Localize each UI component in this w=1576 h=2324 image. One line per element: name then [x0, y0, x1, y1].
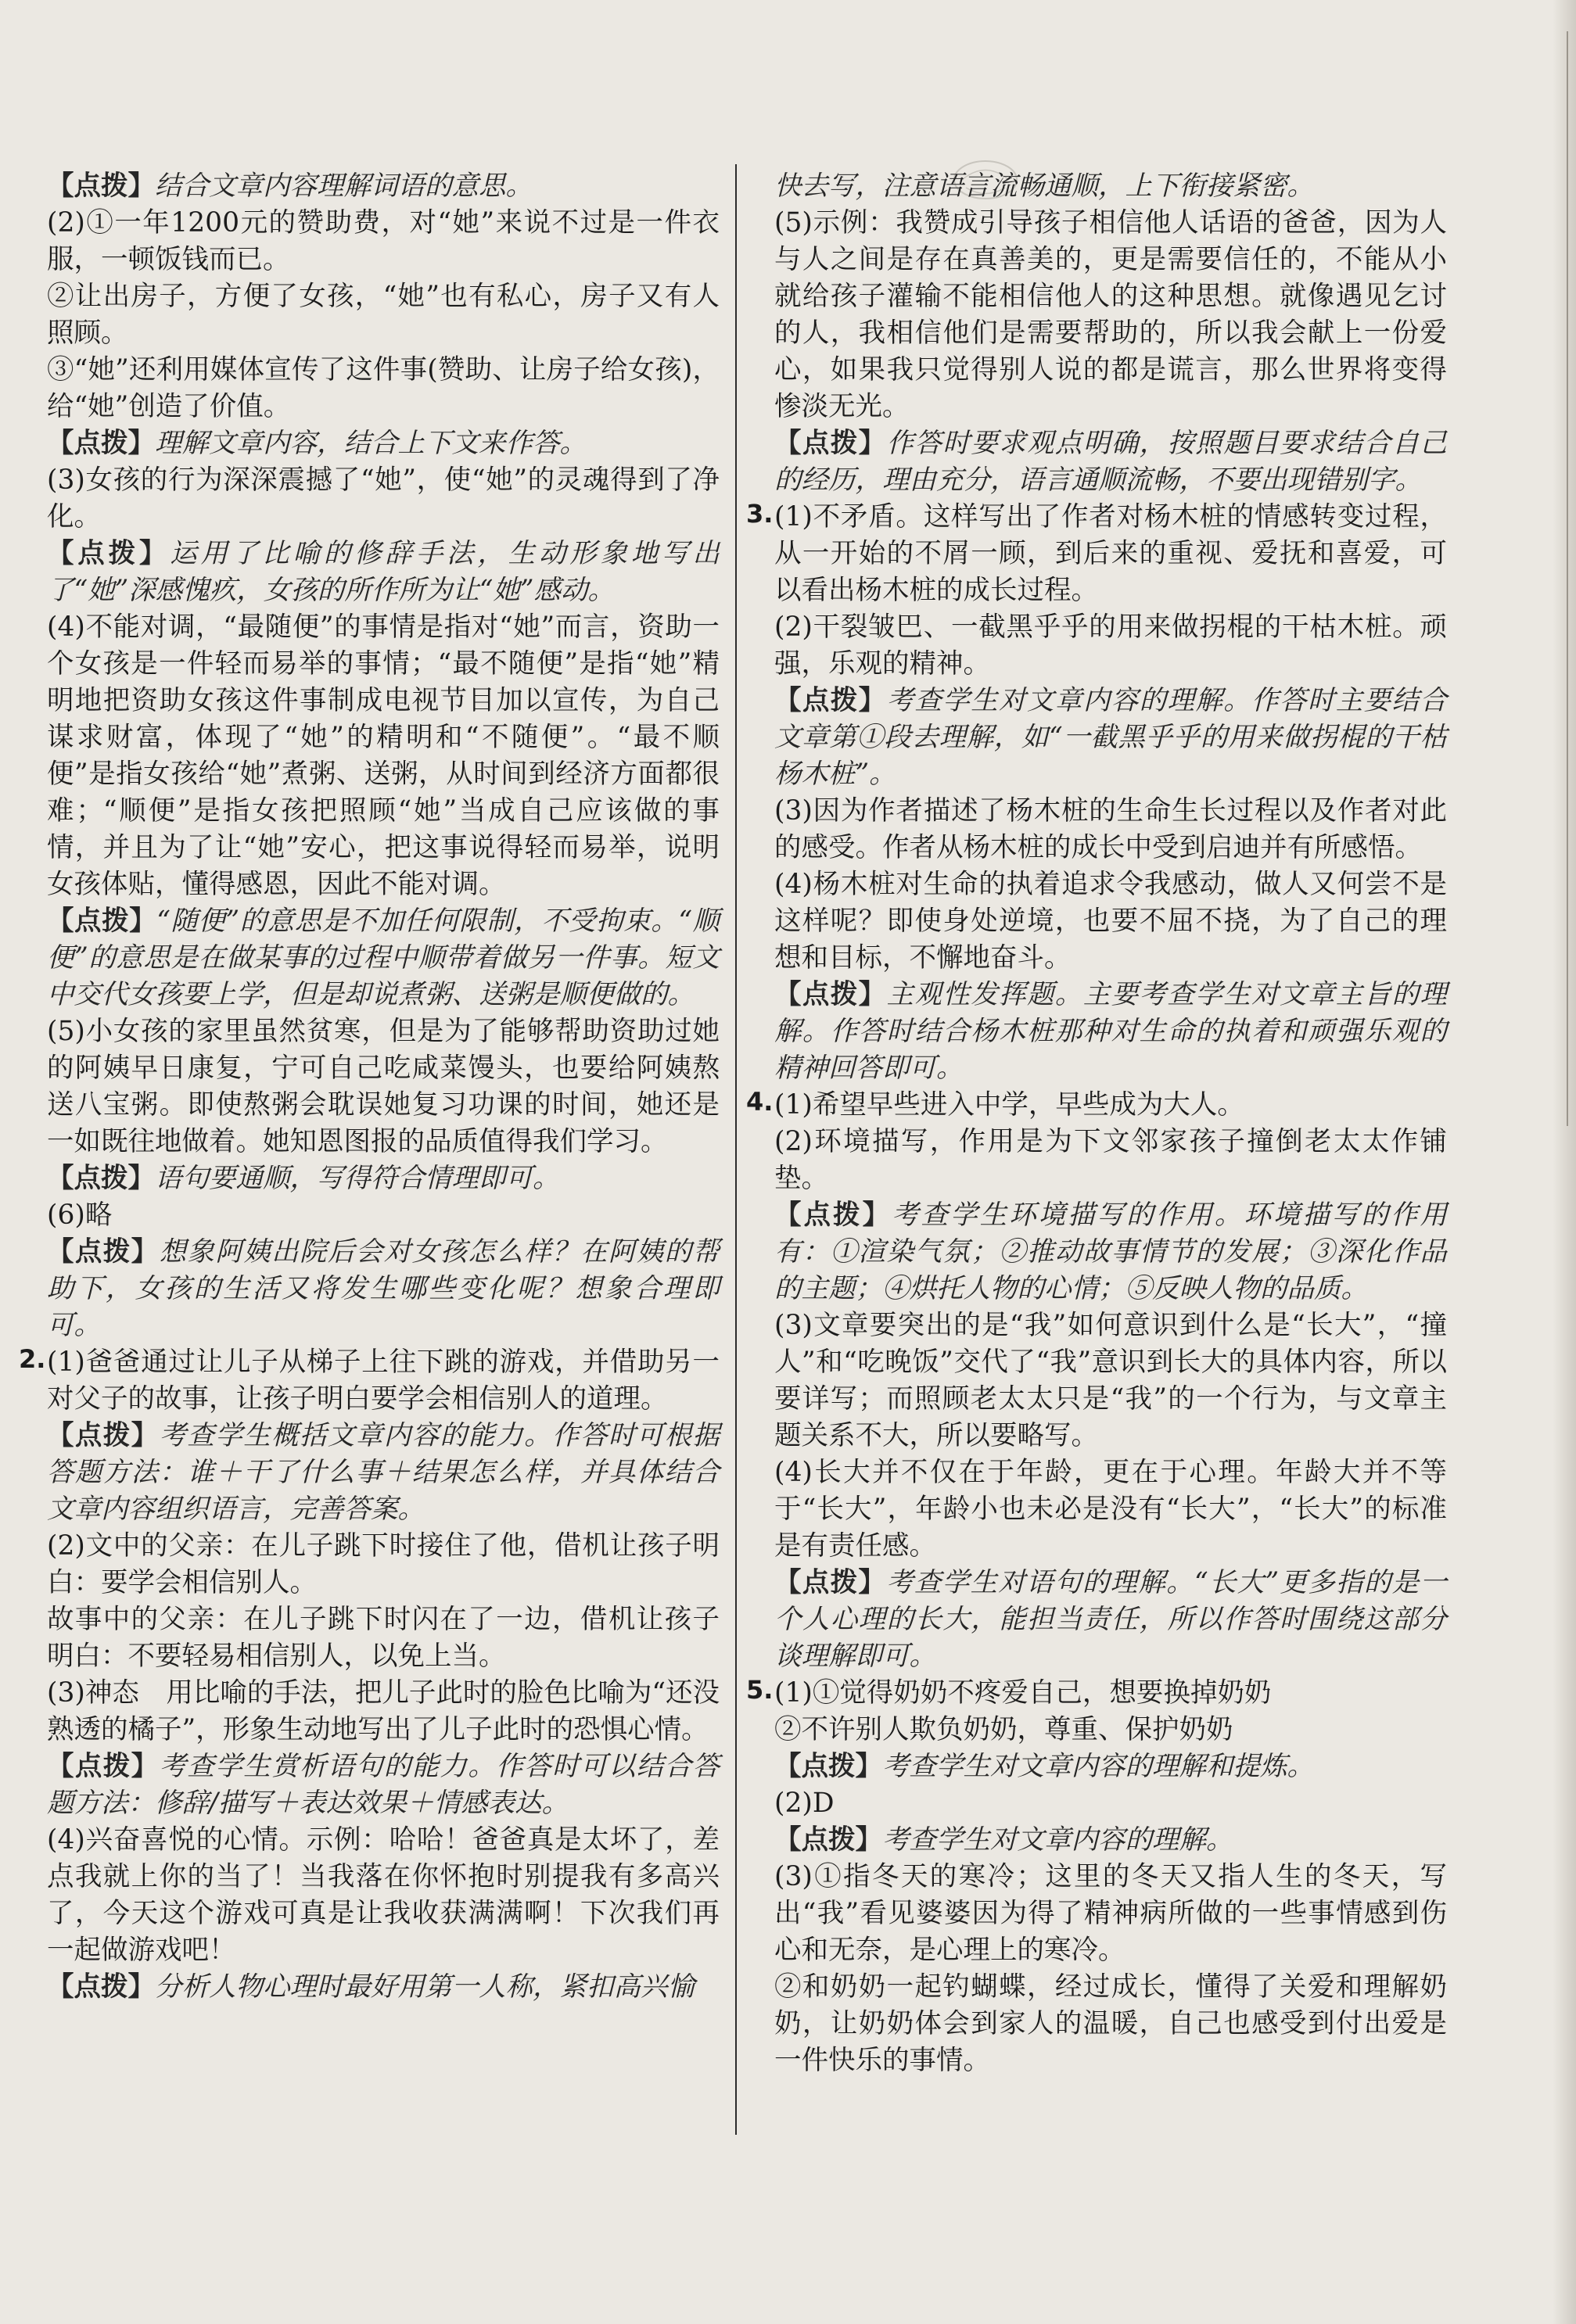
answer-text: [774, 609, 1447, 683]
answer-text: [47, 205, 720, 278]
answer-text: [47, 1013, 720, 1160]
hint-block: [47, 903, 720, 1013]
answer-block: [47, 352, 720, 425]
answer-block: [47, 1013, 720, 1160]
hint-block: [47, 1418, 720, 1528]
hint-text: [47, 425, 720, 462]
answer-block: [47, 1822, 720, 1969]
answer-block: [774, 1969, 1447, 2079]
body-text: ③“她”还利用媒体宣传了这件事(赞助、让房子给女孩)，给“她”创造了价值。: [47, 354, 720, 422]
hint-tag: 【点拨】: [47, 538, 171, 569]
body-text: 作答时要求观点明确，按照题目要求结合自己的经历，理由充分，语言通顺流畅，不要出现错别字。: [774, 428, 1448, 496]
answer-text: [774, 1124, 1447, 1197]
body-text: “随便”的意思是不加任何限制，不受拘束。“顺便”的意思是在做某事的过程中顺带着做另一件事。短文中交代女孩要上学，但是却说煮粥、送粥是顺便做的。: [47, 906, 720, 1010]
hint-block: [47, 1160, 720, 1197]
body-text: (4)不能对调，“最随便”的事情是指对“她”而言，资助一个女孩是一件轻而易举的事情；“最不随便”是指“她”精明地把资助女孩这件事制成电视节目加以宣传，为自己谋求财富，体现了“她”的精明和“不随便”。“最不顺便”是指女孩给“她”煮粥、送粥，从时间到经济方面都很难；“顺便”是指女孩把照顾“她”当成自己应该做的事情，并且为了让“她”安心，把这事说得轻而易举，说明女孩体贴，懂得感恩，因此不能对调。: [47, 611, 720, 900]
body-text: (2)D: [774, 1788, 835, 1819]
answer-text: [47, 1344, 720, 1418]
hint-text: [47, 1234, 720, 1344]
hint-text: [774, 168, 1447, 205]
answer-text: [774, 499, 1447, 609]
hint-tag: 【点拨】: [774, 1567, 887, 1598]
hint-block: [47, 1969, 720, 2006]
body-text: (2)干裂皱巴、一截黑乎乎的用来做拐棍的干枯木桩。顽强，乐观的精神。: [774, 611, 1447, 680]
answer-block: [774, 1124, 1447, 1197]
hint-text: [774, 1748, 1447, 1785]
body-text: 语句要通顺，写得符合情理即可。: [155, 1163, 560, 1194]
body-text: (1)①觉得奶奶不疼爱自己，想要换掉奶奶: [774, 1677, 1272, 1709]
body-text: 快去写，注意语言流畅通顺，上下衔接紧密。: [774, 170, 1314, 202]
body-text: (3)①指冬天的寒冷；这里的冬天又指人生的冬天，写出“我”看见婆婆因为得了精神病所做的一些事情感到伤心和无奈，是心理上的寒冷。: [774, 1861, 1447, 1966]
hint-text: [47, 903, 720, 1013]
answer-text: [774, 1785, 1447, 1822]
answer-block: [774, 1307, 1447, 1454]
hint-text: [774, 1565, 1447, 1675]
hint-text: [774, 425, 1447, 499]
hint-tag: 【点拨】: [47, 1236, 160, 1268]
question-number: 4.: [746, 1087, 774, 1117]
body-text: (3)文章要突出的是“我”如何意识到什么是“长大”，“撞人”和“吃晚饭”交代了“我”意识到长大的具体内容，所以要详写；而照顾老太太只是“我”的一个行为，与文章主题关系不大，所以要略写。: [774, 1310, 1447, 1451]
answer-text: [47, 1601, 720, 1675]
hint-tag: 【点拨】: [774, 1751, 882, 1782]
body-text: (1)不矛盾。这样写出了作者对杨木桩的情感转变过程，从一开始的不屑一顾，到后来的重视、爱抚和喜爱，可以看出杨木桩的成长过程。: [774, 501, 1447, 606]
hint-tag: 【点拨】: [47, 1420, 160, 1451]
answer-block: [746, 1675, 1447, 1712]
question-number: 3.: [746, 499, 774, 529]
hint-text: [47, 1160, 720, 1197]
hint-tag: 【点拨】: [47, 1163, 155, 1194]
body-text: 故事中的父亲：在儿子跳下时闪在了一边，借机让孩子明白：不要轻易相信别人，以免上当。: [47, 1604, 720, 1672]
question-number: 5.: [746, 1675, 774, 1705]
answer-text: [47, 462, 720, 536]
hint-tag: 【点拨】: [47, 1751, 160, 1782]
body-text: 考查学生对文章内容的理解。: [882, 1824, 1233, 1856]
body-text: 理解文章内容，结合上下文来作答。: [155, 428, 587, 459]
hint-text: [47, 1418, 720, 1528]
answer-block: [47, 462, 720, 536]
hint-block: [774, 1565, 1447, 1675]
column-divider: [735, 164, 737, 2135]
hint-text: [774, 977, 1447, 1087]
hint-block: [47, 1748, 720, 1822]
answer-block: [47, 1675, 720, 1748]
hint-tag: 【点拨】: [774, 685, 887, 716]
body-text: (5)示例：我赞成引导孩子相信他人话语的爸爸，因为人与人之间是存在真善美的，更是需要信任的，不能从小就给孩子灌输不能相信他人的这种思想。就像遇见乞讨的人，我相信他们是需要帮助的，所以我会献上一份爱心，如果我只觉得别人说的都是谎言，那么世界将变得惨淡无光。: [774, 207, 1447, 422]
hint-tag: 【点拨】: [47, 170, 155, 202]
answer-block: [774, 1859, 1447, 1969]
answer-text: [47, 1822, 720, 1969]
hint-block: [774, 1822, 1447, 1859]
answer-block: [774, 1712, 1447, 1748]
hint-block: [774, 683, 1447, 793]
answer-block: [47, 1528, 720, 1601]
body-text: 主观性发挥题。主要考查学生对文章主旨的理解。作答时结合杨木桩那种对生命的执着和顽强乐观的精神回答即可。: [774, 979, 1448, 1084]
body-text: (2)环境描写，作用是为下文邻家孩子撞倒老太太作铺垫。: [774, 1126, 1447, 1194]
body-text: 考查学生对文章内容的理解。作答时主要结合文章第①段去理解，如“一截黑乎乎的用来做拐棍的干枯杨木桩”。: [774, 685, 1448, 790]
body-text: (1)希望早些进入中学，早些成为大人。: [774, 1089, 1244, 1121]
body-text: 考查学生赏析语句的能力。作答时可以结合答题方法：修辞/描写＋表达效果＋情感表达。: [47, 1751, 720, 1819]
answer-text: [774, 1969, 1447, 2079]
body-text: (6)略: [47, 1200, 113, 1231]
body-text: (1)爸爸通过让儿子从梯子上往下跳的游戏，并借助另一对父子的故事，让孩子明白要学会相信别人的道理。: [47, 1347, 720, 1415]
body-text: (4)杨木桩对生命的执着追求令我感动，做人又何尝不是这样呢？即使身处逆境，也要不屈不挠，为了自己的理想和目标，不懈地奋斗。: [774, 869, 1447, 974]
hint-block: [774, 425, 1447, 499]
body-text: 想象阿姨出院后会对女孩怎么样？在阿姨的帮助下，女孩的生活又将发生哪些变化呢？想象合理即可。: [47, 1236, 720, 1341]
hint-block: [774, 1748, 1447, 1785]
page-edge-shadow: [1553, 0, 1576, 2324]
answer-block: [774, 205, 1447, 425]
answer-block: [47, 1601, 720, 1675]
answer-text: [47, 609, 720, 903]
body-text: (4)兴奋喜悦的心情。示例：哈哈！爸爸真是太坏了，差点我就上你的当了！当我落在你怀抱时别提我有多高兴了，今天这个游戏可真是让我收获满满啊！下次我们再一起做游戏吧！: [47, 1824, 720, 1966]
hint-block: [47, 168, 720, 205]
hint-text: [774, 1197, 1447, 1307]
answer-block: [47, 205, 720, 278]
body-text: 考查学生对文章内容的理解和提炼。: [882, 1751, 1314, 1782]
answer-block: [774, 609, 1447, 683]
body-text: 考查学生对语句的理解。“长大”更多指的是一个人心理的长大，能担当责任，所以作答时围绕这部分谈理解即可。: [774, 1567, 1447, 1672]
answer-block: [47, 278, 720, 352]
hint-text: [774, 1822, 1447, 1859]
hint-text: [47, 1969, 720, 2006]
hint-tag: 【点拨】: [47, 906, 157, 937]
hint-tag: 【点拨】: [774, 979, 887, 1010]
answer-text: [774, 1859, 1447, 1969]
hint-block: [47, 425, 720, 462]
hint-tag: 【点拨】: [774, 1824, 882, 1856]
answer-text: [774, 793, 1447, 866]
body-text: (2)①一年1200元的赞助费，对“她”来说不过是一件衣服，一顿饭钱而已。: [47, 207, 720, 275]
answer-text: [774, 205, 1447, 425]
hint-tag: 【点拨】: [774, 428, 887, 459]
answer-block: [746, 1087, 1447, 1124]
answer-block: [774, 1454, 1447, 1565]
answer-block: [774, 866, 1447, 977]
hint-block: [47, 536, 720, 609]
body-text: (5)小女孩的家里虽然贫寒，但是为了能够帮助资助过她的阿姨早日康复，宁可自己吃咸菜馒头，也要给阿姨熬送八宝粥。即使熬粥会耽误她复习功课的时间，她还是一如既往地做着。她知恩图报的品质值得我们学习。: [47, 1016, 720, 1157]
hint-block: [47, 1234, 720, 1344]
body-text: (3)因为作者描述了杨木桩的生命生长过程以及作者对此的感受。作者从杨木桩的成长中受到启迪并有所感悟。: [774, 795, 1447, 863]
body-text: 考查学生环境描写的作用。环境描写的作用有：①渲染气氛；②推动故事情节的发展；③深化作品的主题；④烘托人物的心情；⑤反映人物的品质。: [774, 1200, 1448, 1304]
hint-block: [774, 168, 1447, 205]
hint-text: [47, 1748, 720, 1822]
body-text: ②和奶奶一起钓蝴蝶，经过成长，懂得了关爱和理解奶奶，让奶奶体会到家人的温暖，自己也感受到付出爱是一件快乐的事情。: [774, 1971, 1447, 2076]
answer-text: [47, 1528, 720, 1601]
hint-text: [774, 683, 1447, 793]
body-text: 考查学生概括文章内容的能力。作答时可根据答题方法：谁＋干了什么事＋结果怎么样，并具体结合文章内容组织语言，完善答案。: [47, 1420, 720, 1525]
body-text: (3)神态 用比喻的手法，把儿子此时的脸色比喻为“还没熟透的橘子”，形象生动地写出了儿子此时的恐惧心情。: [47, 1677, 720, 1745]
answer-text: [774, 1712, 1447, 1748]
body-text: 分析人物心理时最好用第一人称，紧扣高兴愉: [155, 1971, 695, 2003]
answer-text: [774, 866, 1447, 977]
page-edge-line: [1567, 31, 1568, 1126]
hint-text: [47, 168, 720, 205]
body-text: (4)长大并不仅在于年龄，更在于心理。年龄大并不等于“长大”，年龄小也未必是没有“长大”，“长大”的标准是有责任感。: [774, 1457, 1447, 1562]
answer-text: [774, 1307, 1447, 1454]
body-text: 运用了比喻的修辞手法，生动形象地写出了“她”深感愧疚，女孩的所作所为让“她”感动。: [47, 538, 720, 606]
hint-block: [774, 977, 1447, 1087]
body-text: ②让出房子，方便了女孩，“她”也有私心，房子又有人照顾。: [47, 281, 720, 349]
body-text: (2)文中的父亲：在儿子跳下时接住了他，借机让孩子明白：要学会相信别人。: [47, 1530, 720, 1598]
question-number: 2.: [19, 1344, 46, 1374]
hint-block: [774, 1197, 1447, 1307]
answer-block: [19, 1344, 720, 1418]
answer-text: [47, 1197, 720, 1234]
body-text: (3)女孩的行为深深震撼了“她”，使“她”的灵魂得到了净化。: [47, 464, 720, 533]
left-column: [19, 168, 720, 2006]
answer-text: [774, 1454, 1447, 1565]
answer-block: [774, 1785, 1447, 1822]
answer-block: [47, 1197, 720, 1234]
right-column: [746, 168, 1448, 2079]
answer-block: [746, 499, 1447, 609]
body-text: ②不许别人欺负奶奶，尊重、保护奶奶: [774, 1714, 1233, 1745]
answer-text: [47, 352, 720, 425]
body-text: 结合文章内容理解词语的意思。: [155, 170, 533, 202]
answer-text: [47, 1675, 720, 1748]
answer-text: [774, 1675, 1447, 1712]
answer-text: [774, 1087, 1447, 1124]
answer-block: [47, 609, 720, 903]
hint-tag: 【点拨】: [774, 1200, 892, 1231]
answer-text: [47, 278, 720, 352]
answer-block: [774, 793, 1447, 866]
hint-tag: 【点拨】: [47, 1971, 155, 2003]
hint-text: [47, 536, 720, 609]
hint-tag: 【点拨】: [47, 428, 155, 459]
